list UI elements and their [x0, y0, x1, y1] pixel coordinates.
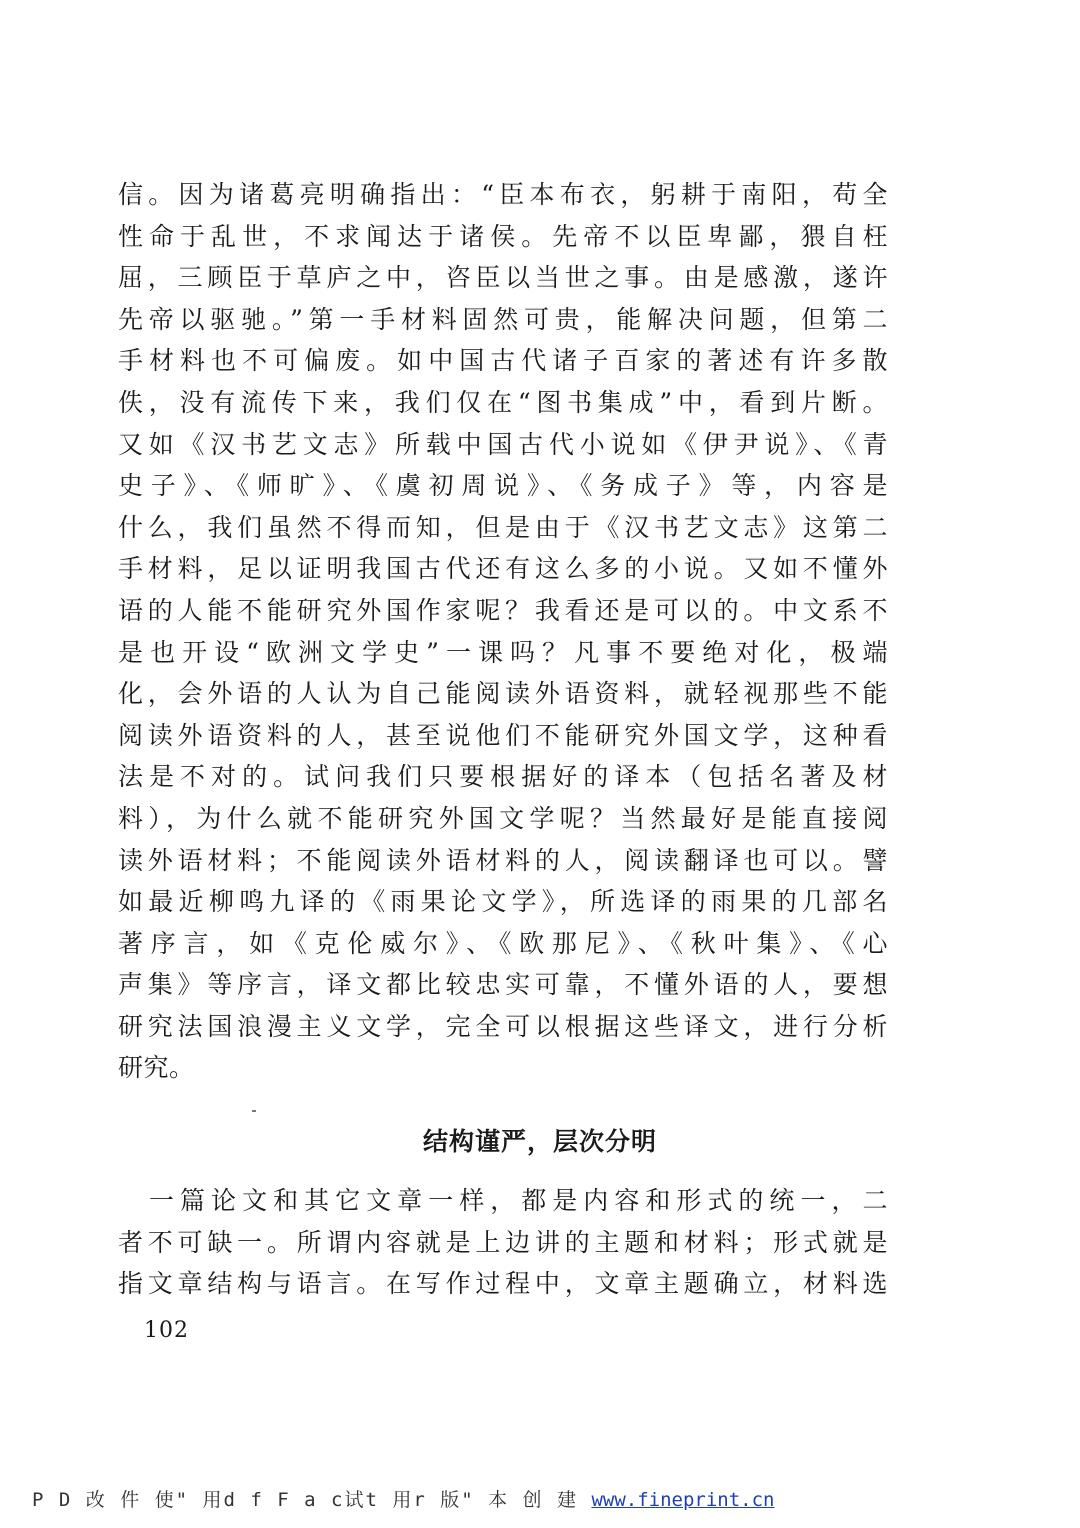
text-line: 佚，没有流传下来，我们仅在“图书集成”中，看到片断。: [118, 387, 888, 417]
pdf-watermark-footer: [32, 1485, 774, 1512]
scan-speck: [252, 1110, 256, 1112]
text-line: 者不可缺一。所谓内容就是上边讲的主题和材料；形式就是: [118, 1227, 888, 1257]
text-line: 研究。: [118, 1053, 195, 1083]
text-line: 法是不对的。试问我们只要根据好的译本（包括名著及材: [118, 762, 888, 792]
text-line: 屈，三顾臣于草庐之中，咨臣以当世之事。由是感激，遂许: [118, 263, 888, 293]
text-line: 阅读外语资料的人，甚至说他们不能研究外国文学，这种看: [118, 720, 888, 750]
text-line: 什么，我们虽然不得而知，但是由于《汉书艺文志》这第二: [118, 512, 888, 542]
body-paragraph-1: [118, 174, 888, 1089]
text-line: 如最近柳鸣九译的《雨果论文学》，所选译的雨果的几部名: [118, 887, 888, 917]
text-line: 史子》、《师旷》、《虞初周说》、《务成子》等，内容是: [118, 471, 888, 501]
text-line: 指文章结构与语言。在写作过程中，文章主题确立，材料选: [118, 1269, 888, 1299]
text-line: 语的人能不能研究外国作家呢？我看还是可以的。中文系不: [118, 595, 888, 625]
watermark-text: P D 改 件 使" 用d f F a c试t 用r 版" 本 创 建: [32, 1489, 578, 1511]
text-line: 性命于乱世，不求闻达于诸侯。先帝不以臣卑鄙，猥自枉: [118, 221, 888, 251]
text-line: 手材料也不可偏废。如中国古代诸子百家的著述有许多散: [118, 346, 888, 376]
page-number: 102: [144, 1318, 189, 1343]
watermark-link[interactable]: www.fineprint.cn: [591, 1489, 775, 1511]
text-line: 是也开设“欧洲文学史”一课吗？凡事不要绝对化，极端: [118, 637, 888, 667]
text-line: 料），为什么就不能研究外国文学呢？当然最好是能直接阅: [118, 803, 888, 833]
section-heading: 结构谨严，层次分明: [422, 1127, 657, 1156]
body-paragraph-2: [118, 1180, 888, 1305]
text-line: 研究法国浪漫主义文学，完全可以根据这些译文，进行分析: [118, 1011, 888, 1041]
text-line: 一篇论文和其它文章一样，都是内容和形式的统一，二: [118, 1186, 888, 1215]
text-line: 先帝以驱驰。”第一手材料固然可贵，能解决问题，但第二: [118, 304, 888, 334]
text-line: 声集》等序言，译文都比较忠实可靠，不懂外语的人，要想: [118, 970, 888, 1000]
text-line: 读外语材料；不能阅读外语材料的人，阅读翻译也可以。譬: [118, 845, 888, 875]
text-line: 信。因为诸葛亮明确指出：“臣本布衣，躬耕于南阳，苟全: [118, 180, 888, 209]
text-line: 手材料，足以证明我国古代还有这么多的小说。又如不懂外: [118, 554, 888, 584]
text-line: 又如《汉书艺文志》所载中国古代小说如《伊尹说》、《青: [118, 429, 888, 459]
text-line: 著序言，如《克伦威尔》、《欧那尼》、《秋叶集》、《心: [118, 928, 888, 958]
text-line: 化，会外语的人认为自己能阅读外语资料，就轻视那些不能: [118, 679, 888, 709]
